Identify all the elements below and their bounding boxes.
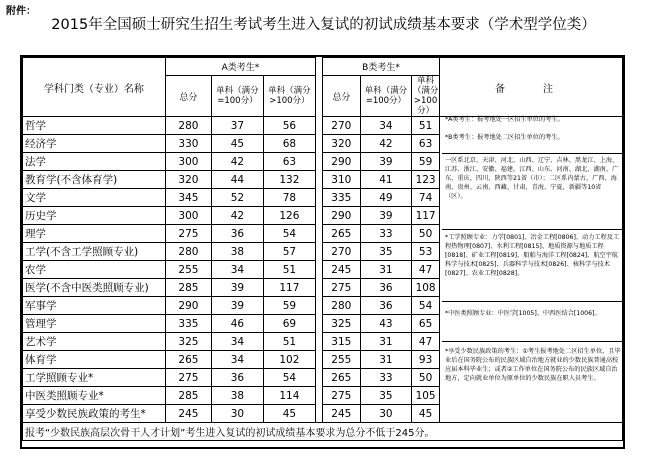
- a-score-cell: 255: [165, 261, 212, 279]
- b-single-100-header: 单科（满分=100分）: [360, 76, 411, 117]
- b-score-cell: 245: [322, 261, 360, 279]
- b-score-cell: 275: [322, 387, 360, 405]
- b-score-cell: 43: [360, 315, 411, 333]
- discipline-name: 管理学: [23, 315, 166, 333]
- a-score-cell: 300: [165, 207, 212, 225]
- b-score-cell: 325: [322, 315, 360, 333]
- a-score-cell: 51: [263, 333, 315, 351]
- b-score-cell: 265: [322, 369, 360, 387]
- group-a-header: A类考生*: [165, 58, 315, 76]
- a-score-cell: 59: [263, 297, 315, 315]
- a-score-cell: 45: [263, 405, 315, 423]
- a-score-cell: 320: [165, 171, 212, 189]
- b-score-cell: 123: [412, 171, 440, 189]
- b-score-cell: 36: [360, 279, 411, 297]
- a-score-cell: 38: [212, 243, 263, 261]
- a-score-cell: 69: [263, 315, 315, 333]
- group-gap: [316, 351, 323, 369]
- a-score-cell: 56: [263, 117, 315, 135]
- remark-note-minority: *享受少数民族政策的考生：①考生报考地处二区招生单位，且毕业后在国务院公布的民族区域自治地方就业的少数民族普通高校应届本科毕业生；或者②工作单位在国务院公布的民族区域自治地方，定向就业单位为原单位的少数民族在职人员考生。: [445, 348, 621, 382]
- b-score-cell: 41: [360, 171, 411, 189]
- b-score-cell: 245: [322, 405, 360, 423]
- a-score-cell: 54: [263, 369, 315, 387]
- b-score-cell: 63: [412, 135, 440, 153]
- group-gap: [316, 153, 323, 171]
- remark-note-a: *A类考生：报考地处一区招生单位的考生。: [445, 116, 564, 123]
- a-score-cell: 285: [165, 279, 212, 297]
- a-score-cell: 34: [212, 333, 263, 351]
- a-score-cell: 39: [212, 297, 263, 315]
- a-score-cell: 42: [212, 153, 263, 171]
- b-score-cell: 36: [360, 297, 411, 315]
- b-score-cell: 255: [322, 351, 360, 369]
- group-gap: [316, 171, 323, 189]
- a-score-cell: 285: [165, 387, 212, 405]
- group-gap: [316, 261, 323, 279]
- a-score-cell: 335: [165, 315, 212, 333]
- a-single-over-100-header: 单科（满分>100分）: [263, 76, 315, 117]
- remark-divider: [442, 341, 625, 342]
- group-gap: [316, 117, 323, 135]
- remark-divider: [442, 153, 625, 154]
- group-gap: [316, 189, 323, 207]
- a-score-cell: 46: [212, 315, 263, 333]
- discipline-name: 文学: [23, 189, 166, 207]
- discipline-name: 享受少数民族政策的考生*: [23, 405, 166, 423]
- b-score-cell: 74: [412, 189, 440, 207]
- b-score-cell: 59: [412, 153, 440, 171]
- discipline-name: 哲学: [23, 117, 166, 135]
- b-score-cell: 30: [360, 405, 411, 423]
- b-score-cell: 39: [360, 207, 411, 225]
- a-score-cell: 102: [263, 351, 315, 369]
- b-score-cell: 53: [412, 243, 440, 261]
- discipline-name: 理学: [23, 225, 166, 243]
- a-score-cell: 36: [212, 369, 263, 387]
- b-score-cell: 51: [412, 117, 440, 135]
- b-score-cell: 45: [412, 405, 440, 423]
- b-score-cell: 65: [412, 315, 440, 333]
- a-score-cell: 275: [165, 225, 212, 243]
- b-score-cell: 50: [412, 225, 440, 243]
- b-single-over-100-header: 单科（满分>100分）: [412, 76, 439, 116]
- discipline-name: 经济学: [23, 135, 166, 153]
- b-score-cell: 34: [360, 117, 411, 135]
- group-gap: [316, 243, 323, 261]
- discipline-name: 军事学: [23, 297, 166, 315]
- b-score-cell: 93: [412, 351, 440, 369]
- b-score-cell: 280: [322, 297, 360, 315]
- a-total-header: 总分: [165, 76, 212, 117]
- a-score-cell: 300: [165, 153, 212, 171]
- discipline-name: 工学(不含工学照顾专业): [23, 243, 166, 261]
- b-score-cell: 50: [412, 369, 440, 387]
- attachment-label: 附件：: [6, 6, 36, 17]
- remark-note-engineering: *工学照顾专业：力学[0801]、冶金工程[0806]、动力工程及工程热物理[0807]、水利工程[0815]、地质资源与地质工程[0818]、矿业工程[0819]、船舶与海洋工程[0824]、航空宇航科学与技术[0825]、兵器科学与技术[0826]、核科学与技术[0827]、农业工程[0828]。: [445, 234, 620, 277]
- a-score-cell: 280: [165, 117, 212, 135]
- group-gap: [316, 279, 323, 297]
- footer-row: [23, 423, 623, 441]
- b-score-cell: 42: [360, 135, 411, 153]
- group-gap: [316, 369, 323, 387]
- discipline-name: 教育学(不含体育学): [23, 171, 166, 189]
- a-score-cell: 57: [263, 243, 315, 261]
- b-score-cell: 290: [322, 207, 360, 225]
- b-total-header: 总分: [322, 76, 360, 117]
- a-score-cell: 275: [165, 369, 212, 387]
- discipline-name: 艺术学: [23, 333, 166, 351]
- group-gap: [316, 315, 323, 333]
- a-score-cell: 37: [212, 117, 263, 135]
- a-score-cell: 68: [263, 135, 315, 153]
- discipline-name: 工学照顾专业*: [23, 369, 166, 387]
- b-score-cell: 33: [360, 369, 411, 387]
- a-score-cell: 45: [212, 135, 263, 153]
- b-score-cell: 315: [322, 333, 360, 351]
- a-score-cell: 54: [263, 225, 315, 243]
- b-score-cell: 117: [412, 207, 440, 225]
- b-score-cell: 108: [412, 279, 440, 297]
- group-gap: [316, 207, 323, 225]
- remark-divider: [442, 229, 625, 230]
- b-score-cell: 33: [360, 225, 411, 243]
- b-score-cell: 31: [360, 351, 411, 369]
- b-score-cell: 35: [360, 387, 411, 405]
- b-score-cell: 265: [322, 225, 360, 243]
- a-score-cell: 30: [212, 405, 263, 423]
- column-header-name: 学科门类（专业）名称: [23, 58, 166, 117]
- group-gap: [316, 387, 323, 405]
- a-score-cell: 44: [212, 171, 263, 189]
- group-gap: [316, 405, 323, 423]
- a-score-cell: 345: [165, 189, 212, 207]
- b-score-cell: 320: [322, 135, 360, 153]
- b-score-cell: 31: [360, 333, 411, 351]
- group-b-header: B类考生*: [322, 58, 439, 76]
- b-score-cell: 54: [412, 297, 440, 315]
- a-score-cell: 126: [263, 207, 315, 225]
- b-score-cell: 49: [360, 189, 411, 207]
- b-score-cell: 31: [360, 261, 411, 279]
- discipline-name: 体育学: [23, 351, 166, 369]
- b-score-cell: 47: [412, 261, 440, 279]
- a-score-cell: 245: [165, 405, 212, 423]
- discipline-name: 历史学: [23, 207, 166, 225]
- b-score-cell: 310: [322, 171, 360, 189]
- a-single-100-header: 单科（满分=100分）: [212, 76, 263, 117]
- discipline-name: 中医类照顾专业*: [23, 387, 166, 405]
- discipline-name: 医学(不含中医类照顾专业): [23, 279, 166, 297]
- remark-note-regions: 一区系北京、天津、河北、山西、辽宁、吉林、黑龙江、上海、江苏、浙江、安徽、福建、江西、山东、河南、湖北、湖南、广东、重庆、四川、陕西等21省（市）；二区系内蒙古、广西、海南、贵州、云南、西藏、甘肃、青海、宁夏、新疆等10省（区）。: [445, 157, 619, 200]
- footer-note: 报考“少数民族高层次骨干人才计划”考生进入复试的初试成绩基本要求为总分不低于245分。: [23, 423, 623, 441]
- discipline-name: 农学: [23, 261, 166, 279]
- a-score-cell: 78: [263, 189, 315, 207]
- remark-note-tcm: *中医类照顾专业：中医学[1005]、中西医结合[1006]。: [445, 310, 601, 317]
- b-score-cell: 290: [322, 153, 360, 171]
- a-score-cell: 265: [165, 351, 212, 369]
- a-score-cell: 52: [212, 189, 263, 207]
- a-score-cell: 39: [212, 279, 263, 297]
- discipline-name: 法学: [23, 153, 166, 171]
- a-score-cell: 132: [263, 171, 315, 189]
- a-score-cell: 36: [212, 225, 263, 243]
- b-score-cell: 335: [322, 189, 360, 207]
- a-score-cell: 51: [263, 261, 315, 279]
- group-gap: [316, 58, 323, 117]
- group-gap: [316, 225, 323, 243]
- b-score-cell: 270: [322, 117, 360, 135]
- remark-note-b: *B类考生：报考地处二区招生单位的考生。: [445, 134, 564, 141]
- a-score-cell: 330: [165, 135, 212, 153]
- a-score-cell: 114: [263, 387, 315, 405]
- b-score-cell: 275: [322, 279, 360, 297]
- b-score-cell: 39: [360, 153, 411, 171]
- b-score-cell: 47: [412, 333, 440, 351]
- a-score-cell: 34: [212, 261, 263, 279]
- group-gap: [316, 297, 323, 315]
- b-score-cell: 270: [322, 243, 360, 261]
- a-score-cell: 117: [263, 279, 315, 297]
- a-score-cell: 42: [212, 207, 263, 225]
- remark-divider: [442, 301, 625, 302]
- a-score-cell: 325: [165, 333, 212, 351]
- a-score-cell: 290: [165, 297, 212, 315]
- group-gap: [316, 135, 323, 153]
- score-table-frame: [20, 55, 625, 449]
- b-score-cell: 105: [412, 387, 440, 405]
- a-score-cell: 63: [263, 153, 315, 171]
- a-score-cell: 38: [212, 387, 263, 405]
- remarks-header: 备 注: [440, 58, 623, 117]
- a-score-cell: 280: [165, 243, 212, 261]
- a-score-cell: 34: [212, 351, 263, 369]
- b-score-cell: 35: [360, 243, 411, 261]
- page-title: 2015年全国硕士研究生招生考试考生进入复试的初试成绩基本要求（学术型学位类）: [51, 17, 596, 33]
- group-gap: [316, 333, 323, 351]
